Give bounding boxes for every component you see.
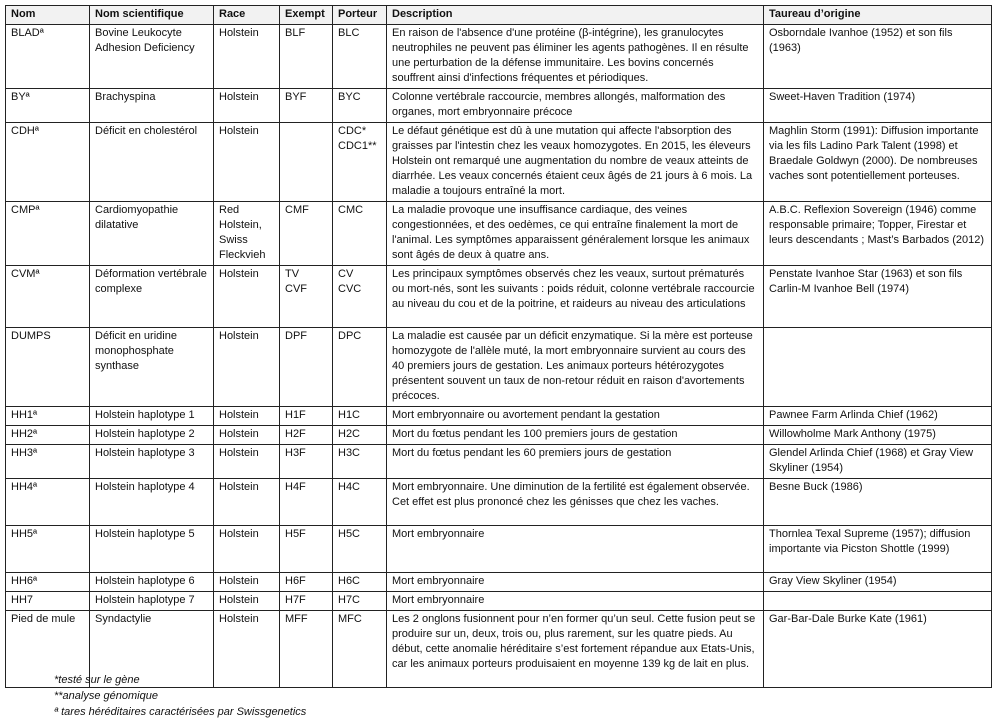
table-row [6,445,992,479]
cell-porteur: H7C [333,592,387,611]
cell-description: Colonne vertébrale raccourcie, membres allongés, malformation des organes, mort embryonnaire précoce [387,89,764,123]
cell-scientific-name: Bovine Leukocyte Adhesion Deficiency [90,25,214,89]
cell-origin-bull [764,328,992,407]
cell-porteur: BYC [333,89,387,123]
col-exempt-header: Exempt [280,6,333,25]
cell-origin-bull: Gar-Bar-Dale Burke Kate (1961) [764,611,992,688]
table-row [6,123,992,202]
table-header [6,6,992,25]
cell-origin-bull: Osborndale Ivanhoe (1952) et son fils (1963) [764,25,992,89]
cell-exempt: BLF [280,25,333,89]
footnote-swissgenetics: ª tares héréditaires caractérisées par Swissgenetics [54,706,307,718]
col-nom-header: Nom [6,6,90,25]
cell-race: Holstein [214,526,280,573]
cell-scientific-name: Holstein haplotype 1 [90,407,214,426]
cell-exempt: H7F [280,592,333,611]
cell-porteur: H1C [333,407,387,426]
cell-race: Holstein [214,89,280,123]
table-row [6,266,992,328]
cell-nom: DUMPS [6,328,90,407]
cell-origin-bull: Penstate Ivanhoe Star (1963) et son fils Carlin-M Ivanhoe Bell (1974) [764,266,992,328]
cell-exempt: DPF [280,328,333,407]
cell-porteur: MFC [333,611,387,688]
cell-race: Holstein [214,592,280,611]
cell-race: Holstein [214,426,280,445]
cell-race: Holstein [214,445,280,479]
footnotes [54,672,306,720]
cell-exempt: H1F [280,407,333,426]
footnote-tested-gene: *testé sur le gène [54,674,140,686]
cell-description: La maladie provoque une insuffisance cardiaque, des veines congestionnées, et des oedèmes, ce qui entraîne finalement la mort de l'animal. Les symptômes apparaissent généralement lorsque les animaux sont âgés de deux à quatre ans. [387,202,764,266]
header-row [6,6,992,25]
table-row [6,426,992,445]
col-race-header: Race [214,6,280,25]
cell-exempt: TV CVF [280,266,333,328]
table-row [6,25,992,89]
cell-description: Mort embryonnaire. Une diminution de la fertilité est également observée. Cet effet est plus prononcé chez les génisses que chez les vaches. [387,479,764,526]
cell-origin-bull: Besne Buck (1986) [764,479,992,526]
cell-scientific-name: Déficit en uridine monophosphate synthase [90,328,214,407]
cell-porteur: CMC [333,202,387,266]
cell-exempt: H5F [280,526,333,573]
cell-scientific-name: Holstein haplotype 2 [90,426,214,445]
cell-origin-bull: Gray View Skyliner (1954) [764,573,992,592]
col-origin-bull-header: Taureau d’origine [764,6,992,25]
cell-scientific-name: Brachyspina [90,89,214,123]
cell-nom: CVMª [6,266,90,328]
cell-origin-bull: Maghlin Storm (1991): Diffusion importante via les fils Ladino Park Talent (1998) et Braedale Goldwyn (2000). De nombreuses vaches sont potentiellement porteuses. [764,123,992,202]
cell-description: Mort embryonnaire [387,526,764,573]
cell-porteur: H3C [333,445,387,479]
cell-exempt: H6F [280,573,333,592]
cell-exempt: BYF [280,89,333,123]
cell-race: Holstein [214,266,280,328]
cell-porteur: BLC [333,25,387,89]
cell-origin-bull: Pawnee Farm Arlinda Chief (1962) [764,407,992,426]
cell-scientific-name: Holstein haplotype 5 [90,526,214,573]
cell-description: Les principaux symptômes observés chez les veaux, surtout prématurés ou mort-nés, sont les suivants : poids réduit, colonne vertébrale raccourcie au niveau du cou et de la poitrine, et raideurs au niveau des articulations [387,266,764,328]
cell-exempt: CMF [280,202,333,266]
cell-origin-bull: Thornlea Texal Supreme (1957); diffusion importante via Picston Shottle (1999) [764,526,992,573]
cell-description: La maladie est causée par un déficit enzymatique. Si la mère est porteuse homozygote de l'allèle muté, la mort embryonnaire survient au cours des 40 premiers jours de gestation. Les animaux porteurs hétérozygotes présentent souvent un taux de non-retour réduit en raison d'avortements précoces. [387,328,764,407]
cell-race: Holstein [214,479,280,526]
col-scientific-name-header: Nom scientifique [90,6,214,25]
cell-nom: HH7 [6,592,90,611]
cell-description: Les 2 onglons fusionnent pour n’en former qu’un seul. Cette fusion peut se produire sur un, deux, trois ou, plus rarement, sur les quatre pieds. Au début, cette anomalie héréditaire s’est fortement répandue aux Etats-Unis, car les animaux porteurs produisaient en moyenne 139 kg de lait en plus. [387,611,764,688]
cell-porteur: H6C [333,573,387,592]
footnote-genomic-analysis: **analyse génomique [54,690,158,702]
cell-race: Red Holstein, Swiss Fleckvieh [214,202,280,266]
cell-porteur: H2C [333,426,387,445]
cell-porteur: H4C [333,479,387,526]
col-description-header: Description [387,6,764,25]
cell-nom: HH2ª [6,426,90,445]
cell-description: Le défaut génétique est dû à une mutation qui affecte l'absorption des graisses par l'intestin chez les veaux homozygotes. En 2015, les éleveurs Holstein ont remarqué une augmentation du nombre de veaux atteints de diarrhée. Les veaux concernés étaient ceux âgés de 21 jours à 6 mois. La maladie a toujours entraîné la mort. [387,123,764,202]
cell-nom: BYª [6,89,90,123]
cell-nom: HH6ª [6,573,90,592]
cell-nom: CDHª [6,123,90,202]
cell-origin-bull: Willowholme Mark Anthony (1975) [764,426,992,445]
cell-nom: HH3ª [6,445,90,479]
table-row [6,573,992,592]
cell-scientific-name: Holstein haplotype 3 [90,445,214,479]
table-row [6,202,992,266]
cell-scientific-name: Holstein haplotype 6 [90,573,214,592]
table-body [6,25,992,688]
cell-description: Mort embryonnaire [387,592,764,611]
col-porteur-header: Porteur [333,6,387,25]
table-row [6,407,992,426]
cell-exempt [280,123,333,202]
cell-race: Holstein [214,25,280,89]
cell-nom: Pied de mule [6,611,90,688]
cell-porteur: CV CVC [333,266,387,328]
cell-race: Holstein [214,123,280,202]
cell-origin-bull [764,592,992,611]
cell-scientific-name: Holstein haplotype 4 [90,479,214,526]
cell-scientific-name: Cardiomyopathie dilatative [90,202,214,266]
cell-scientific-name: Déficit en cholestérol [90,123,214,202]
cell-scientific-name: Holstein haplotype 7 [90,592,214,611]
cell-exempt: MFF [280,611,333,688]
cell-nom: HH4ª [6,479,90,526]
cell-nom: HH1ª [6,407,90,426]
table-row [6,592,992,611]
cell-description: Mort du fœtus pendant les 60 premiers jours de gestation [387,445,764,479]
cell-nom: BLADª [6,25,90,89]
cell-exempt: H4F [280,479,333,526]
cell-exempt: H3F [280,445,333,479]
cell-porteur: DPC [333,328,387,407]
cell-scientific-name: Déformation vertébrale complexe [90,266,214,328]
table-row [6,89,992,123]
cell-description: Mort du fœtus pendant les 100 premiers jours de gestation [387,426,764,445]
cell-exempt: H2F [280,426,333,445]
cell-nom: HH5ª [6,526,90,573]
cell-race: Holstein [214,407,280,426]
cell-porteur: CDC* CDC1** [333,123,387,202]
cell-description: Mort embryonnaire [387,573,764,592]
hereditary-defects-table [5,5,992,688]
cell-race: Holstein [214,328,280,407]
table-row [6,526,992,573]
cell-nom: CMPª [6,202,90,266]
cell-origin-bull: A.B.C. Reflexion Sovereign (1946) comme responsable primaire; Topper, Firestar et leurs descendants ; Mast’s Barbados (2012) [764,202,992,266]
cell-origin-bull: Glendel Arlinda Chief (1968) et Gray View Skyliner (1954) [764,445,992,479]
table-row [6,479,992,526]
cell-race: Holstein [214,611,280,688]
cell-description: Mort embryonnaire ou avortement pendant la gestation [387,407,764,426]
table-row [6,328,992,407]
cell-porteur: H5C [333,526,387,573]
cell-race: Holstein [214,573,280,592]
cell-origin-bull: Sweet-Haven Tradition (1974) [764,89,992,123]
cell-description: En raison de l'absence d'une protéine (β-intégrine), les granulocytes neutrophiles ne peuvent pas éliminer les agents pathogènes. Il en résulte une perturbation de la défense immunitaire. Les bovins concernés souffrent ainsi d'infections fréquentes et périodiques. [387,25,764,89]
cell-scientific-name: Syndactylie [90,611,214,688]
